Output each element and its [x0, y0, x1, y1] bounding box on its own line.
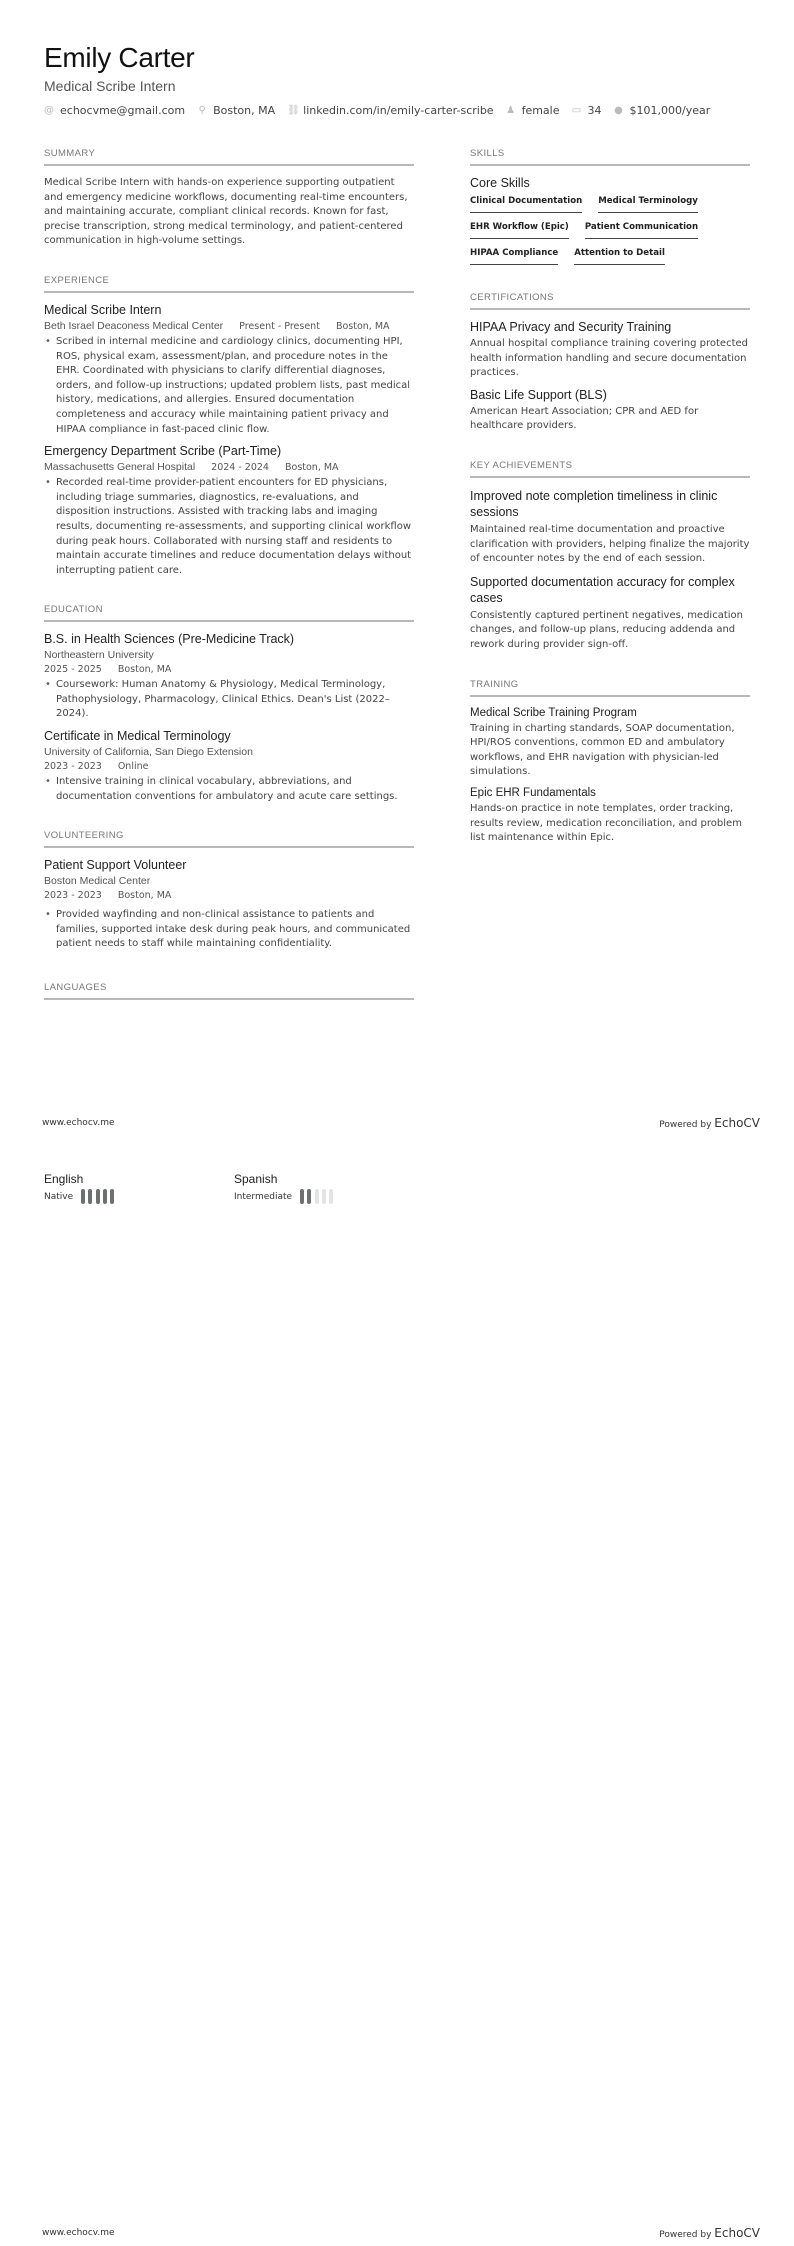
training-entry — [470, 787, 750, 846]
job-title: Emergency Department Scribe (Part-Time) — [44, 444, 282, 459]
job-meta — [44, 461, 414, 473]
contact-age — [572, 104, 602, 117]
job-title: Medical Scribe Intern — [44, 302, 162, 317]
page-footer — [0, 2224, 794, 2244]
proficiency-bar-filled — [81, 1189, 85, 1204]
training-section — [470, 679, 750, 846]
education-dates: 2025 - 2025 — [44, 664, 102, 676]
achievement-entry — [470, 574, 750, 653]
employer: Beth Israel Deaconess Medical Center — [44, 319, 224, 332]
contact-email[interactable] — [44, 104, 185, 117]
education-meta — [44, 664, 414, 675]
section-heading: SKILLS — [470, 148, 750, 166]
certification-title: Basic Life Support (BLS) — [470, 387, 607, 402]
proficiency-bar-filled — [96, 1189, 100, 1204]
section-heading: SUMMARY — [44, 148, 414, 166]
training-title: Medical Scribe Training Program — [470, 706, 637, 719]
at-icon: @ — [44, 104, 54, 116]
proficiency-bar-filled — [300, 1189, 304, 1204]
contact-age-text: 34 — [587, 104, 602, 117]
skill-tag: EHR Workflow (Epic) — [470, 222, 569, 239]
job-location: Boston, MA — [335, 320, 390, 332]
volunteer-meta — [44, 890, 414, 901]
education-entry — [44, 632, 414, 722]
calendar-icon: ▭ — [571, 104, 582, 116]
contact-location — [197, 104, 275, 117]
volunteer-org: Boston Medical Center — [44, 875, 151, 888]
dollar-circle-icon: ● — [614, 104, 623, 116]
volunteer-bullets — [44, 908, 414, 952]
section-heading: LANGUAGES — [44, 982, 414, 1000]
volunteering-entry — [44, 858, 414, 952]
languages-list — [44, 1172, 424, 1204]
powered-by-label: Powered by — [659, 1120, 712, 1130]
certification-text: Annual hospital compliance training covering protected health information handling and secure documentation practices. — [470, 338, 749, 379]
location-pin-icon: ⚲ — [198, 104, 206, 116]
powered-by-label: Powered by — [659, 2230, 712, 2240]
education-dates: 2023 - 2023 — [44, 761, 102, 773]
education-meta — [44, 761, 414, 772]
proficiency-bar-filled — [103, 1189, 107, 1204]
contact-linkedin-text: linkedin.com/in/emily-carter-scribe — [303, 104, 494, 117]
language-item — [44, 1172, 234, 1204]
brand-logo[interactable]: EchoCV — [714, 2226, 760, 2240]
proficiency-bars — [300, 1189, 336, 1204]
job-location: Boston, MA — [284, 462, 339, 474]
person-icon: ♟ — [506, 104, 516, 116]
certification-entry — [470, 320, 750, 381]
achievements-section — [470, 460, 750, 653]
language-name: Spanish — [234, 1172, 278, 1186]
skills-group-title: Core Skills — [470, 176, 530, 190]
skill-tag: Patient Communication — [585, 222, 698, 239]
bullet: • Recorded real-time provider-patient encounters for ED physicians, including triage summaries, diagnostics, re-evaluations, and disposition instructions. Assisted with tracking labs and imaging results, documenting re-assessments, and supporting clinical workflow during peak hours. Collaborated with nursing staff and residents to maintain accurate timelines and reduce documentation delays without interrupting patient care. — [44, 476, 414, 578]
contact-email-text: echocvme@gmail.com — [60, 104, 186, 117]
achievement-entry — [470, 488, 750, 567]
candidate-name: Emily Carter — [44, 42, 195, 73]
job-dates: Present - Present — [239, 320, 320, 332]
degree-title: Certificate in Medical Terminology — [44, 729, 231, 744]
institution: Northeastern University — [44, 649, 154, 662]
skills-section — [470, 148, 750, 274]
section-heading: EDUCATION — [44, 604, 414, 622]
proficiency-bar-filled — [110, 1189, 114, 1204]
training-title: Epic EHR Fundamentals — [470, 786, 596, 799]
certification-entry — [470, 388, 750, 434]
skill-tag: Clinical Documentation — [470, 196, 582, 213]
contact-gender-text: female — [521, 104, 560, 117]
volunteer-dates: 2023 - 2023 — [44, 890, 102, 902]
summary-text: Medical Scribe Intern with hands-on experience supporting outpatient and emergency medicine workflows, documenting real-time encounters, and maintaining accurate, compliant clinical records. Known for fast, precise transcription, strong medical terminology, and patient-centered communication in high-volume settings. — [44, 177, 408, 247]
link-icon: ⛓ — [287, 104, 300, 116]
education-entry — [44, 729, 414, 804]
page-footer — [0, 1114, 794, 1134]
achievement-text: Consistently captured pertinent negatives, medication changes, and follow-up plans, reducing addenda and rework during provider sign-off. — [470, 609, 743, 650]
language-level-label: Native — [44, 1191, 74, 1202]
achievement-text: Maintained real-time documentation and proactive clarification with providers, helping finalize the majority of encounter notes by the end of each session. — [470, 523, 750, 565]
volunteer-location: Boston, MA — [117, 890, 172, 902]
experience-entry — [44, 303, 414, 437]
section-heading: KEY ACHIEVEMENTS — [470, 460, 750, 478]
section-heading: CERTIFICATIONS — [470, 292, 750, 310]
proficiency-bar-empty — [322, 1189, 326, 1204]
experience-entry — [44, 444, 414, 578]
education-location: Online — [117, 761, 149, 773]
summary-section — [44, 148, 414, 249]
section-heading: TRAINING — [470, 679, 750, 697]
institution: University of California, San Diego Extension — [44, 746, 253, 759]
powered-by — [659, 1116, 760, 1130]
powered-by — [659, 2226, 760, 2240]
language-level-label: Intermediate — [234, 1191, 293, 1202]
certification-title: HIPAA Privacy and Security Training — [470, 320, 672, 334]
language-level — [44, 1189, 234, 1204]
volunteer-role: Patient Support Volunteer — [44, 858, 187, 873]
proficiency-bars — [81, 1189, 117, 1204]
skill-tag: HIPAA Compliance — [470, 248, 558, 265]
volunteering-section — [44, 830, 414, 952]
language-name: English — [44, 1172, 84, 1186]
contact-salary-text: $101,000/year — [629, 104, 711, 117]
left-column — [44, 148, 414, 1010]
bullet: • Scribed in internal medicine and cardiology clinics, documenting HPI, ROS, physical exam, assessment/plan, and procedure notes in the EHR. Coordinated with physicians to clarify differential diagnoses, orders, and follow-up instructions; updated problem lists, past medical history, medications, and allergies. Ensured documentation completeness and accuracy while maintaining patient privacy and HIPAA compliance in fast-paced clinic flow. — [44, 335, 414, 437]
job-bullets — [44, 476, 414, 578]
section-heading: VOLUNTEERING — [44, 830, 414, 848]
language-item — [234, 1172, 424, 1204]
proficiency-bar-filled — [88, 1189, 92, 1204]
training-entry — [470, 707, 750, 780]
skill-tag: Medical Terminology — [598, 196, 698, 213]
achievement-title: Improved note completion timeliness in clinic sessions — [470, 488, 718, 519]
achievement-title: Supported documentation accuracy for complex cases — [470, 574, 735, 605]
bullet: • Provided wayfinding and non-clinical assistance to patients and families, supported intake desk during peak hours, and communicated patient needs to staff while maintaining confidentiality. — [44, 908, 414, 952]
contact-bar — [44, 104, 722, 117]
footer-url[interactable]: www.echocv.me — [42, 2228, 115, 2238]
certifications-section — [470, 292, 750, 434]
degree-title: B.S. in Health Sciences (Pre-Medicine Track) — [44, 632, 295, 647]
education-location: Boston, MA — [117, 664, 172, 676]
right-column — [470, 148, 750, 872]
section-heading: EXPERIENCE — [44, 275, 414, 293]
education-bullets — [44, 678, 414, 722]
training-text: Training in charting standards, SOAP documentation, HPI/ROS conventions, common ED and ambulatory workflows, and EHR navigation with physician-led simulations. — [470, 722, 735, 778]
candidate-title: Medical Scribe Intern — [44, 78, 176, 94]
experience-section — [44, 275, 414, 578]
footer-url[interactable]: www.echocv.me — [42, 1118, 115, 1128]
job-meta — [44, 320, 414, 332]
contact-location-text: Boston, MA — [213, 104, 276, 117]
employer: Massachusetts General Hospital — [44, 461, 196, 474]
skills-list — [470, 196, 750, 274]
bullet: • Intensive training in clinical vocabulary, abbreviations, and documentation conventions for ambulatory and acute care settings. — [44, 775, 414, 804]
language-level — [234, 1189, 424, 1204]
contact-gender — [506, 104, 560, 117]
brand-logo[interactable]: EchoCV — [714, 1116, 760, 1130]
proficiency-bar-empty — [329, 1189, 333, 1204]
proficiency-bar-filled — [307, 1189, 311, 1204]
contact-salary — [614, 104, 711, 117]
certification-text: American Heart Association; CPR and AED for healthcare providers. — [470, 405, 699, 432]
education-bullets — [44, 775, 414, 804]
proficiency-bar-empty — [315, 1189, 319, 1204]
languages-section — [44, 982, 414, 1000]
education-section — [44, 604, 414, 804]
job-bullets — [44, 335, 414, 437]
bullet: • Coursework: Human Anatomy & Physiology, Medical Terminology, Pathophysiology, Pharmacology, Clinical Ethics. Dean's List (2022–2024). — [44, 678, 414, 722]
training-text: Hands-on practice in note templates, order tracking, results review, medication reconciliation, and problem list maintenance within Epic. — [470, 802, 742, 844]
skill-tag: Attention to Detail — [574, 248, 665, 265]
contact-linkedin[interactable] — [287, 104, 493, 117]
job-dates: 2024 - 2024 — [211, 462, 269, 474]
